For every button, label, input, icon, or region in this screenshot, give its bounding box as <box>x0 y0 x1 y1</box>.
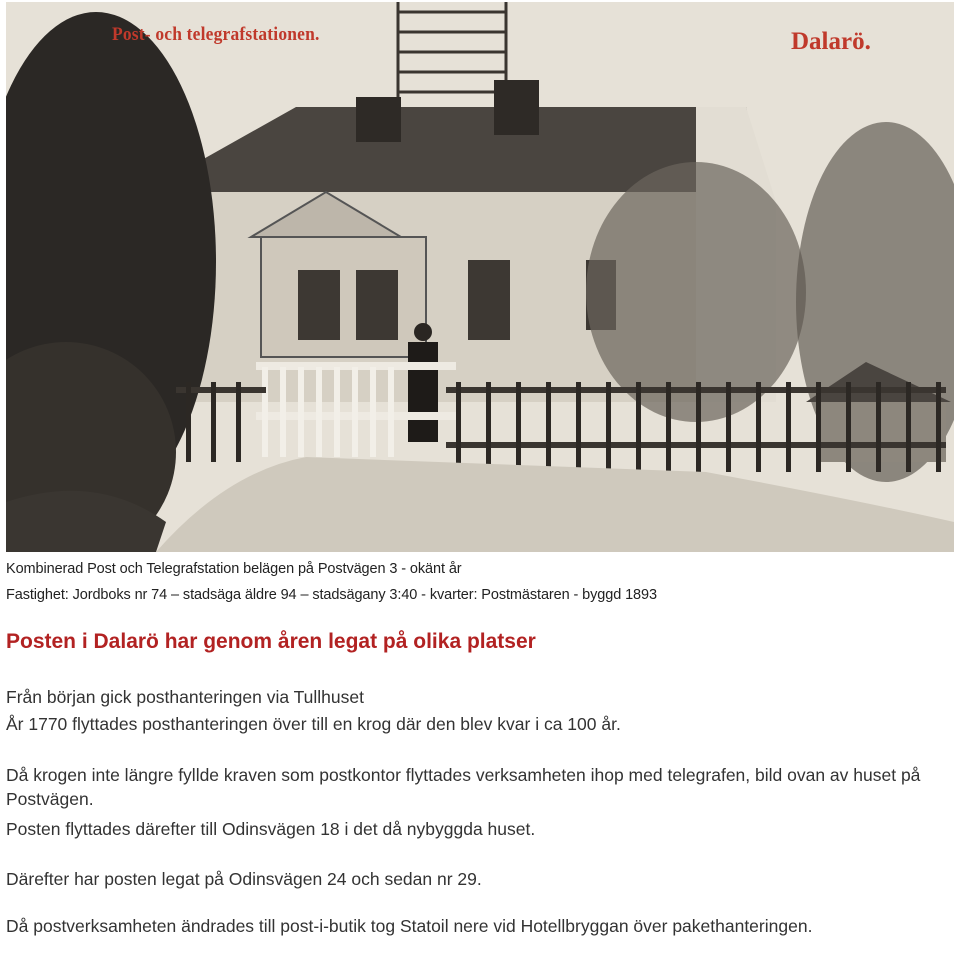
postmaster-figure <box>408 342 438 442</box>
photo-title: Post- och telegrafstationen. <box>112 24 320 45</box>
article-heading: Posten i Dalarö har genom åren legat på olika platser <box>6 630 536 653</box>
paragraph-2: Då krogen inte längre fyllde kraven som postkontor flyttades verksamheten ihop med telegrafen, bild ovan av huset på Postvägen. <box>6 765 921 809</box>
paragraph-5: Då postverksamheten ändrades till post-i-butik tog Statoil nere vid Hotellbryggan över pakethanteringen. <box>6 916 813 936</box>
paragraph-1-line-1: Från början gick posthanteringen via Tullhuset <box>6 687 364 707</box>
paragraph-1-line-2: År 1770 flyttades posthanteringen över till en krog där den blev kvar i ca 100 år. <box>6 714 621 734</box>
photo-caption-line-2: Fastighet: Jordboks nr 74 – stadsäga äldre 94 – stadsägany 3:40 - kvarter: Postmästaren - byggd 1893 <box>6 587 657 603</box>
photo-caption-line-1: Kombinerad Post och Telegrafstation belägen på Postvägen 3 - okänt år <box>6 561 462 577</box>
historical-photo <box>6 2 954 552</box>
paragraph-4: Därefter har posten legat på Odinsvägen 24 och sedan nr 29. <box>6 869 482 889</box>
post-office-illustration <box>6 2 954 552</box>
photo-place: Dalarö. <box>791 28 871 55</box>
paragraph-3: Posten flyttades därefter till Odinsvägen 18 i det då nybyggda huset. <box>6 819 536 839</box>
